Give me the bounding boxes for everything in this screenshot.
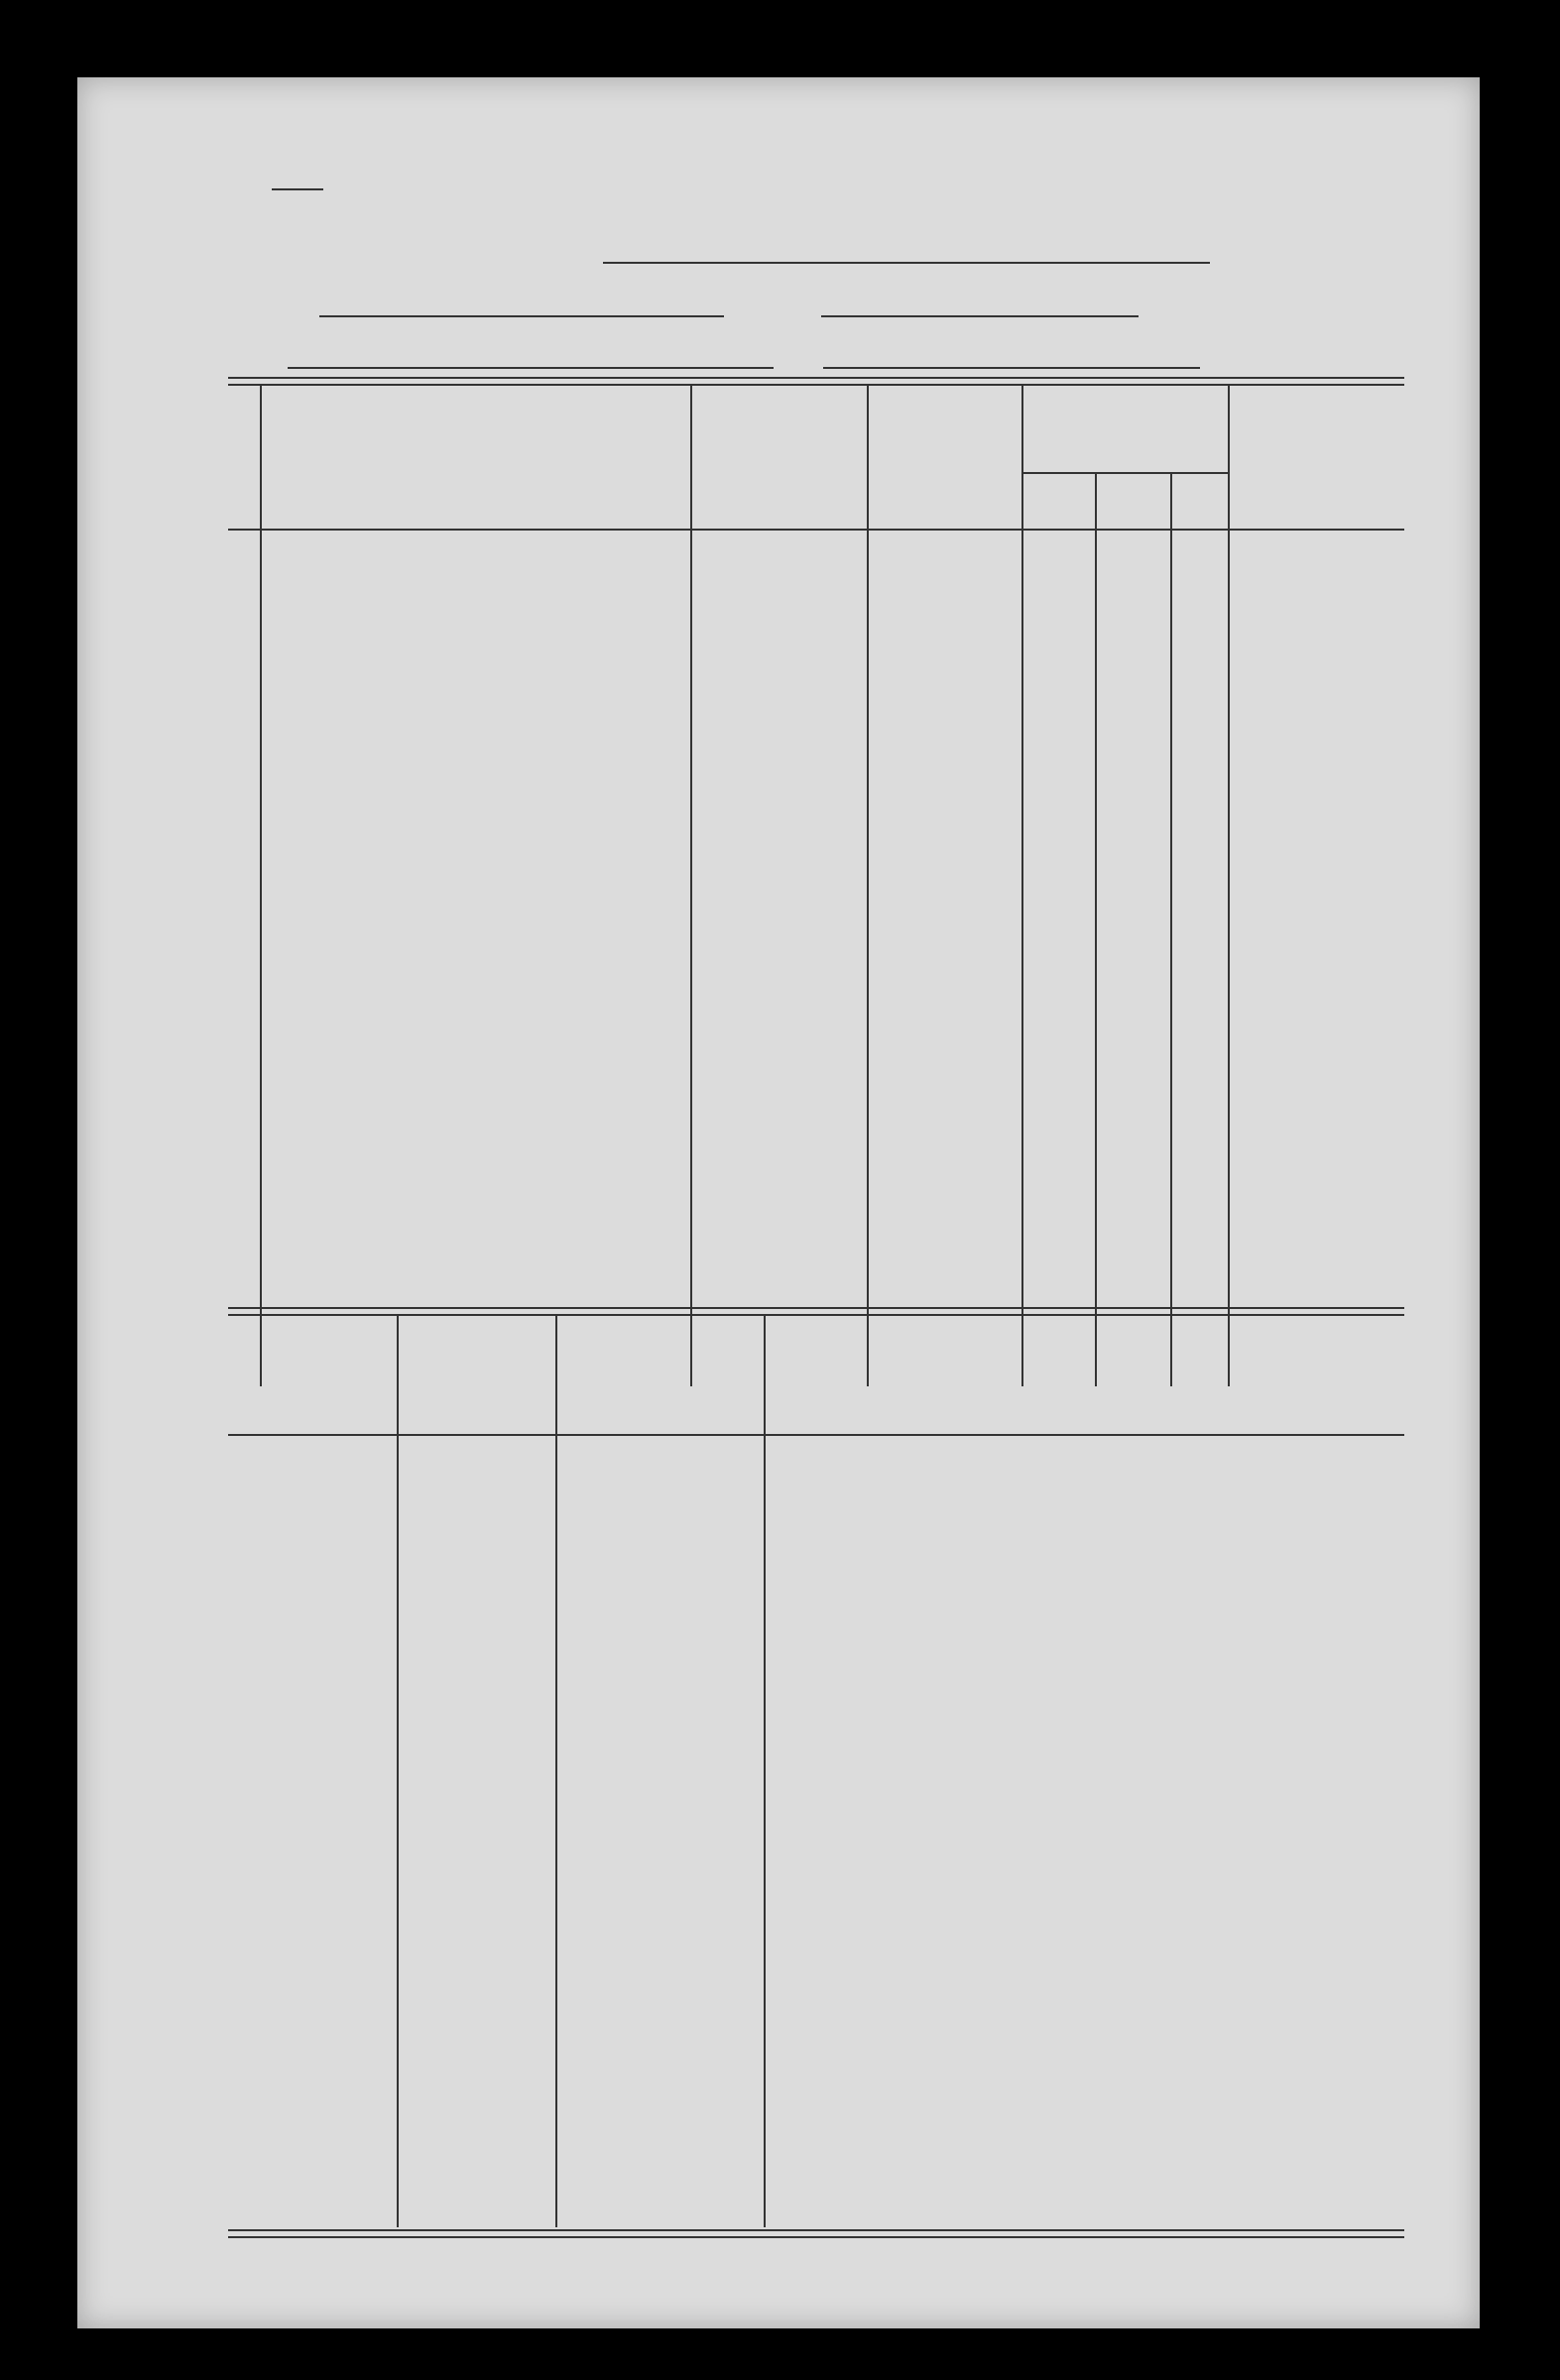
branch-divider	[397, 1315, 399, 2227]
bottom-header-bottom	[228, 1434, 1404, 1436]
enl-sub-line	[1021, 472, 1228, 474]
change-divider	[555, 1315, 557, 2227]
bottom-table-rule	[228, 1307, 1404, 1316]
rating-divider	[1021, 385, 1023, 1386]
month-line	[821, 315, 1139, 317]
top-header-bottom	[228, 529, 1404, 531]
page-underline	[272, 188, 323, 190]
enl-month-divider	[1170, 474, 1172, 1386]
footer-rule	[228, 2229, 1404, 2238]
to-line	[823, 367, 1200, 369]
enl-day-divider	[1095, 474, 1097, 1386]
report-page	[77, 77, 1480, 2328]
date-divider	[764, 1315, 766, 2227]
names-divider	[690, 385, 692, 1386]
day-line	[319, 315, 724, 317]
ship-name-line	[603, 262, 1210, 264]
service-divider	[867, 385, 869, 1386]
from-line	[288, 367, 774, 369]
rownum-divider	[260, 385, 262, 1386]
enl-year-divider	[1228, 385, 1230, 1386]
